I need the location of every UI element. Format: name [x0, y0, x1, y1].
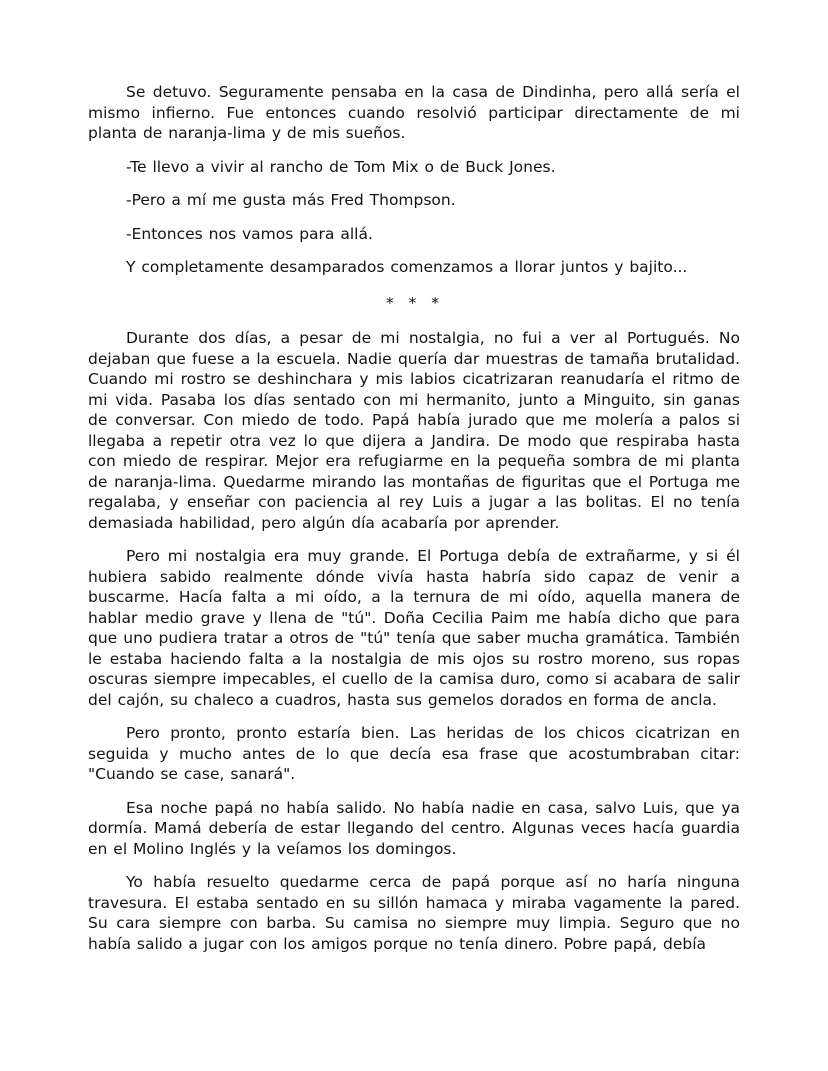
paragraph: Se detuvo. Seguramente pensaba en la casa de Dindinha, pero allá sería el mismo infierno. Fue entonces cuando resolvió participar directamente de mi planta de naranja-lima y de mis sueños. [88, 83, 740, 142]
dialogue-line: -Entonces nos vamos para allá. [126, 224, 373, 243]
dialogue-line: -Te llevo a vivir al rancho de Tom Mix o de Buck Jones. [126, 157, 556, 176]
paragraph: Esa noche papá no había salido. No había nadie en casa, salvo Luis, que ya dormía. Mamá debería de estar llegando del centro. Algunas veces hacía guardia en el Molino Inglés y la veíamos los domingos. [88, 798, 740, 858]
paragraph: Pero pronto, pronto estaría bien. Las heridas de los chicos cicatrizan en seguida y mucho antes de lo que decía esa frase que acostumbraban citar: "Cuando se case, sanará". [88, 724, 740, 783]
section-separator: * * * [385, 293, 443, 312]
dialogue-line: -Pero a mí me gusta más Fred Thompson. [126, 191, 456, 209]
paragraph: Yo había resuelto quedarme cerca de papá porque así no haría ninguna travesura. El estaba sentado en su sillón hamaca y miraba vagamente la pared. Su cara siempre con barba. Su camisa no siempre muy limpia. Seguro que no había salido a jugar con los amigos porque no tenía dinero. Pobre papá, debía [88, 873, 740, 953]
paragraph: Pero mi nostalgia era muy grande. El Portuga debía de extrañarme, y si él hubiera sabido realmente dónde vivía hasta habría sido capaz de venir a buscarme. Hacía falta a mi oído, a la ternura de mi oído, aquella manera de hablar medio grave y llena de "tú". Doña Cecilia Paim me había dicho que para que uno pudiera tratar a otros de "tú" tenía que saber mucha gramática. También le estaba haciendo falta a la nostalgia de mis ojos su rostro moreno, sus ropas oscuras siempre impecables, el cuello de la camisa duro, como si acabara de salir del cajón, su chaleco a cuadros, hasta sus gemelos dorados en forma de ancla. [88, 547, 740, 709]
paragraph: Y completamente desamparados comenzamos a llorar juntos y bajito... [126, 258, 688, 276]
paragraph: Durante dos días, a pesar de mi nostalgia, no fui a ver al Portugués. No dejaban que fuese a la escuela. Nadie quería dar muestras de tamaña brutalidad. Cuando mi rostro se deshinchara y mis labios cicatrizaran reanudaría el ritmo de mi vida. Pasaba los días sentado con mi hermanito, junto a Minguito, sin ganas de conversar. Con miedo de todo. Papá había jurado que me molería a palos si llegaba a repetir otra vez lo que dijera a Jandira. De modo que respiraba hasta con miedo de respirar. Mejor era refugiarme en la pequeña sombra de mi planta de naranja-lima. Quedarme mirando las montañas de figuritas que el Portuga me regalaba, y enseñar con paciencia al rey Luis a jugar a las bolitas. El no tenía demasiada habilidad, pero algún día acabaría por aprender. [88, 329, 740, 532]
